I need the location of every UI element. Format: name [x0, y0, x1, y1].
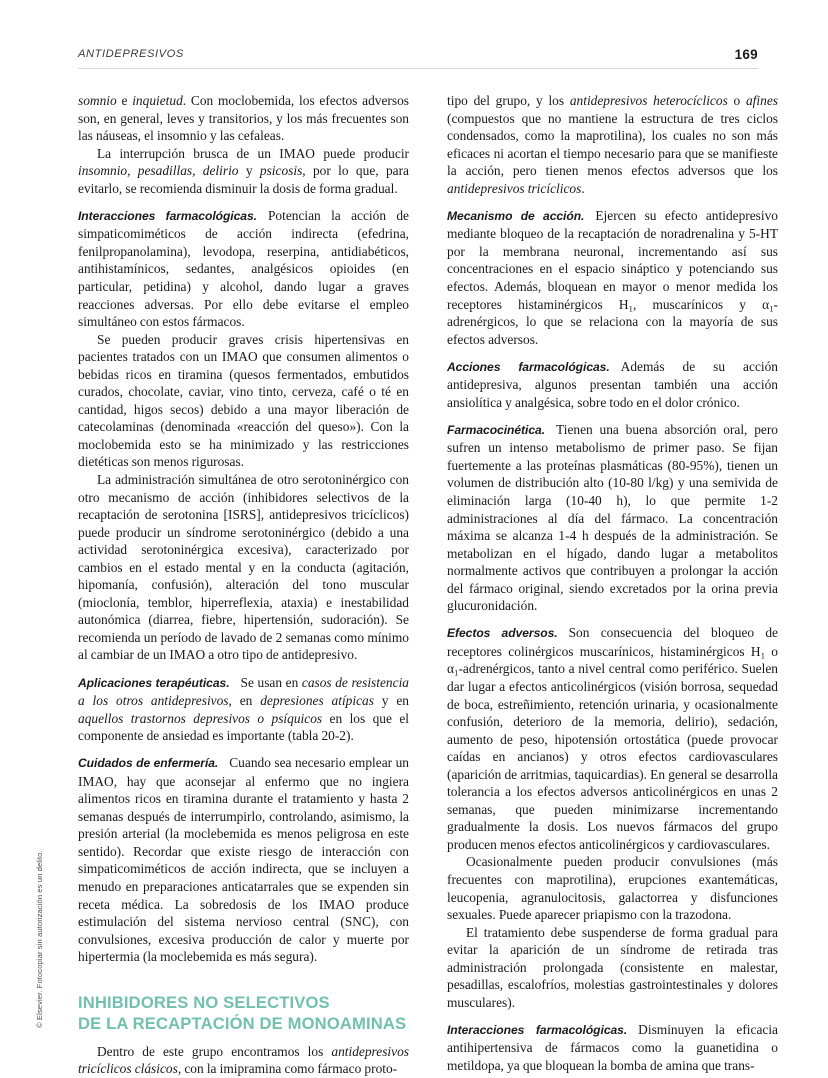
- text-italic: insomnio, pesadillas, delirio: [78, 163, 239, 179]
- paragraph-mecanismo-de-accion: [447, 207, 778, 348]
- run-in-heading: Aplicaciones terapéuticas.: [78, 675, 230, 690]
- text-run: en los que el componente de ansiedad es importante (tabla 20-2).: [78, 710, 410, 744]
- text-run: .: [581, 180, 585, 196]
- paragraph: [447, 92, 778, 197]
- paragraph-cuidados-de-enfermeria: [78, 754, 409, 966]
- paragraph-efectos-adversos: [447, 624, 778, 853]
- run-in-heading: Cuidados de enfermería.: [78, 756, 219, 771]
- paragraph: Se pueden producir graves crisis hipertensivas en pacientes tratados con un IMAO que consumen alimentos o bebidas ricos en tiramina (quesos fermentados, embutidos curados, chocolate, caviar, vino tinto, cerveza, café o té en cantidad, higos secos) debido a una mayor liberación de catecolaminas (denominada «reacción del queso»). Con la moclobemida esto se ha minimizado y las restricciones dietéticas son menos rigurosas.: [78, 331, 409, 470]
- text-run: , por lo que, para evitarlo, se recomienda disminuir la dosis de forma gradual.: [78, 163, 409, 196]
- paragraph-interacciones-farmacologicas: [78, 207, 409, 331]
- text-italic: somnio: [78, 93, 117, 108]
- run-in-heading: Acciones farmacológicas.: [447, 359, 610, 374]
- left-column: [78, 92, 410, 1077]
- section-heading-line-2: DE LA RECAPTACIÓN DE MONOAMINAS: [78, 1013, 407, 1033]
- run-in-heading: Mecanismo de acción.: [447, 208, 585, 223]
- text-italic: casos de resistencia a los otros antidepresivos: [78, 674, 409, 709]
- text-run: Se usan en: [240, 674, 302, 690]
- paragraph: [78, 92, 409, 145]
- copyright-notice: © Elsevier. Fotocopiar sin autorización es un delito.: [35, 850, 44, 1028]
- paragraph: [78, 1043, 409, 1078]
- running-head: [78, 48, 758, 70]
- text-run: y en: [373, 693, 409, 709]
- run-in-heading: Interacciones farmacológicas.: [78, 208, 257, 223]
- running-head-title: ANTIDEPRESIVOS: [78, 48, 184, 60]
- text-run: tipo del grupo, y los: [447, 93, 570, 108]
- text-italic: afines: [745, 93, 778, 108]
- subscript: 1: [454, 667, 459, 678]
- text-run: o: [727, 93, 746, 108]
- text-run: . Con moclobemida, los efectos adversos son, en general, leves y transitorios, y los más frecuentes son las náuseas, el insomnio y las cefaleas.: [78, 93, 409, 144]
- text-run: Potencian la acción de simpaticomiméticos de acción indirecta (efedrina, fenilpropanolamina), levodopa, reserpina, antidiabéticos, antihistamínicos, sedantes, analgésicos opioides (en particular, petidina) y alcohol, dando lugar a graves reacciones adversas. Por ello debe evitarse el empleo simultáneo con estos fármacos.: [78, 207, 409, 330]
- run-in-heading: Farmacocinética.: [447, 422, 546, 437]
- text-run: , muscarínicos y α: [632, 296, 770, 312]
- text-italic: aquellos trastornos depresivos o psíquicos: [78, 710, 323, 726]
- text-run: -adrenérgicos, lo que se relaciona con la mayoría de sus efectos adversos.: [447, 296, 778, 347]
- text-italic: psicosis: [259, 163, 303, 179]
- subscript: 1: [628, 302, 633, 313]
- page-number: 169: [734, 47, 758, 62]
- subscript: 1: [769, 302, 774, 313]
- text-run: Disminuyen la eficacia antihipertensiva de fármacos como la guanetidina o metildopa, ya que bloquean la bomba de amina que trans-: [447, 1021, 778, 1073]
- run-in-heading: Interacciones farmacológicas.: [447, 1022, 628, 1037]
- subscript: 1: [760, 650, 766, 661]
- text-run: Son consecuencia del bloqueo de receptores colinérgicos muscarínicos, histaminérgicos H: [447, 625, 778, 659]
- paragraph: El tratamiento debe suspenderse de forma gradual para evitar la aparición de un síndrome de retirada tras administración prolongada (consistente en malestar, pesadillas, escalofríos, molestias gastrointestinales y dolores musculares).: [447, 924, 778, 1010]
- section-heading-line-1: INHIBIDORES NO SELECTIVOS: [78, 992, 330, 1012]
- text-run: Dentro de este grupo encontramos los: [97, 1043, 332, 1059]
- text-italic: antidepresivos heterocíclicos: [569, 93, 728, 108]
- paragraph: La administración simultánea de otro serotoninérgico con otro mecanismo de acción (inhibidores selectivos de la recaptación de serotonina [ISRS], antidepresivos tricíclicos) puede producir un síndrome serotoninérgico (debido a una actividad serotoninérgica excesiva), caracterizado por cambios en el estado mental y en la conducta (agitación, hipomanía, confusión), alteración del tono muscular (mioclonía, temblor, hiperreflexia, ataxia) e inestabilidad autonómica (diarrea, fiebre, hipertensión, sudoración). Se recomienda un período de lavado de 2 semanas como mínimo al cambiar de un IMAO a otro tipo de antidepresivo.: [78, 471, 409, 663]
- right-column: [447, 92, 778, 1073]
- text-run: y: [238, 163, 260, 179]
- paragraph-aplicaciones-terapeuticas: [78, 674, 409, 745]
- header-divider: [78, 68, 758, 69]
- body-columns: [78, 92, 778, 1077]
- text-run: e: [116, 93, 133, 108]
- run-in-heading: Efectos adversos.: [447, 626, 558, 641]
- text-run: , en: [228, 693, 261, 709]
- text-run: o α: [447, 643, 778, 677]
- text-italic: inquietud: [132, 93, 183, 108]
- paragraph-farmacocinetica: [447, 421, 778, 615]
- text-italic: antidepresivos tricíclicos: [447, 180, 582, 196]
- text-run: Además de su acción antidepresiva, algunos presentan también una acción ansiolítica y analgésica, sobre todo en el dolor crónico.: [447, 358, 778, 410]
- text-italic: depresiones atípicas: [260, 693, 374, 709]
- text-run: Ejercen su efecto antidepresivo mediante bloqueo de la recaptación de noradrenalina y 5-HT por la membrana neuronal, incrementando así sus concentraciones en el espacio sináptico y potenciando sus efectos. Además, bloquean en mayor o menor medida los receptores histaminérgicos H: [447, 207, 778, 312]
- section-heading: [78, 992, 409, 1034]
- text-run: , con la imipramina como fármaco proto-: [177, 1061, 398, 1077]
- paragraph-interacciones-farmacologicas: [447, 1021, 778, 1075]
- text-run: (compuestos que no mantiene la estructura de tres ciclos condensados, como la maprotilina), los cuales no son más eficaces ni acortan el tiempo necesario para que se manifieste la acción, pero tienen menos efectos adversos que los: [447, 110, 778, 179]
- paragraph-acciones-farmacologicas: [447, 358, 778, 412]
- text-italic: antidepresivos tricíclicos clásicos: [78, 1043, 409, 1077]
- text-run: Tienen una buena absorción oral, pero sufren un intenso metabolismo de primer paso. Se fijan fuertemente a las proteínas plasmáticas (80-95%), tienen un volumen de distribución alto (10-80 l/kg) y una semivida de eliminación larga (10-40 h), lo que permite 1-2 administraciones al día del fármaco. La concentración máxima se alcanza 1-4 h después de la administración. Se metabolizan en el hígado, dando lugar a metabolitos normalmente activos que contribuyen a prolongar la acción del fármaco original, siendo excretados por la orina previa glucuronidación.: [447, 421, 778, 614]
- text-run: La interrupción brusca de un IMAO puede producir: [97, 145, 409, 161]
- text-run: -adrenérgicos, tanto a nivel central como periférico. Suelen dar lugar a efectos anticolinérgicos (visión borrosa, sequedad de boca, estreñimiento, retención urinaria, y ocasionalmente confusión, deterioro de la memoria, delirio), sedación, aumento de peso, hipotensión ortostática (puede provocar caídas en ancianos) y otros efectos cardiovasculares (aparición de arritmias, taquicardias). En general se desarrolla tolerancia a los efectos adversos anticolinérgicos en unas 2 semanas, que pueden minimizarse incrementando gradualmente la dosis. Los nuevos fármacos del grupo producen menos efectos anticolinérgicos y cardiovasculares.: [447, 661, 778, 852]
- paragraph: Ocasionalmente pueden producir convulsiones (más frecuentes con maprotilina), erupciones exantemáticas, leucopenia, agranulocitosis, galactorrea y disfunciones sexuales. Puede aparecer priapismo con la trazodona.: [447, 854, 778, 923]
- paragraph: [78, 145, 409, 198]
- text-run: Cuando sea necesario emplear un IMAO, hay que aconsejar al enfermo que no ingiera alimentos ricos en tiramina durante el tratamiento y hasta 2 semanas después de interrumpirlo, controlando, asimismo, la presión arterial (la moclebemida es menos peligrosa en este sentido). Recordar que existe riesgo de interacción con simpaticomiméticos de acción indirecta, que se incluyen a menudo en preparaciones anticatarrales que se expenden sin receta médica. La sobredosis de los IMAO produce estimulación del sistema nervioso central (SNC), con convulsiones, excesiva producción de calor y muerte por hipertermia (la moclebemida es más segura).: [78, 755, 409, 965]
